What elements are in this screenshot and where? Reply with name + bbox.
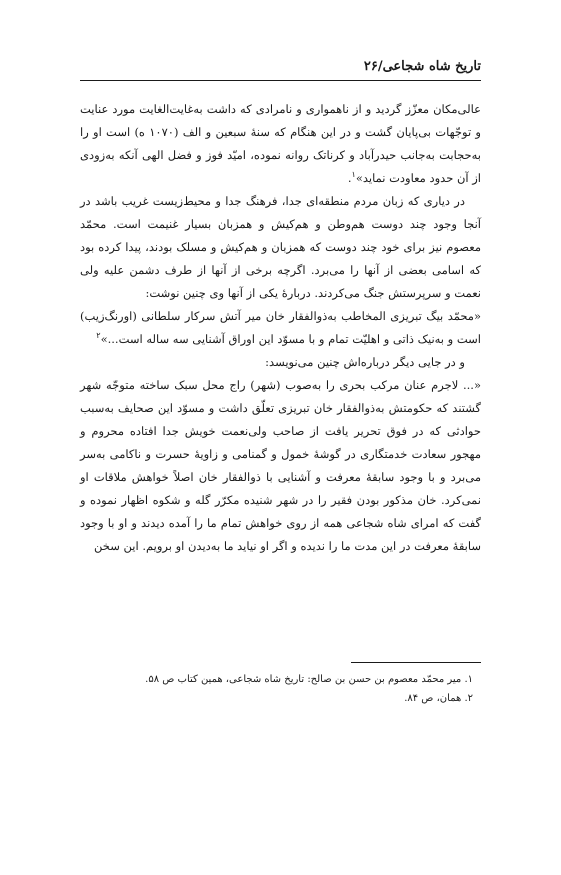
quote-1 [80,305,481,351]
running-header [80,58,481,76]
footnote-rule [351,662,481,663]
footnote-2-number: ۲. [464,693,473,704]
paragraph-1: عالی‌مکان معزّز گردید و از ناهمواری و نامرادی که داشت به‌غایت‌الغایت مورد عنایت و توجّهات بی‌پایان گشت و در این هنگام که سنهٔ سبعین و الف (۱۰۷۰ ه) است او را به‌حجابت به‌جانب حیدرآباد و کرناتک روانه نموده، امیّد فوز و فضل الهی آنکه به‌زودی از آن حدود معاودت نماید»$^۱$. [80,102,481,185]
running-title: تاریخ شاه شجاعی/۲۶ [363,59,481,74]
paragraph-2: در دیاری که زبان مردم منطقه‌ای جدا، فرهنگ جدا و محیط‌زیست غریب باشد در آنجا وجود چند دوست هم‌وطن و هم‌کیش و همزبان بسیار غنیمت است. محمّد معصوم نیز برای خود چند دوست که همزبان و هم‌کیش و مسلک بودند، پیدا کرده بود که اسامی بعضی از آنها را می‌برد. اگرچه برخی از آنها از طرف دشمن علیه ولی نعمت و سرپرستش جنگ می‌کردند. دربارهٔ یکی از آنها وی چنین نوشت: [80,194,481,300]
paragraph-3: و در جایی دیگر درباره‌اش چنین می‌نویسد: [265,355,465,369]
footnote-1 [80,670,481,689]
footnote-1-text: میر محمّد معصوم بن حسن بن صالح: تاریخ شاه شجاعی، همین کتاب ص ۵۸. [145,674,462,685]
footnote-2 [80,689,481,708]
footnote-ref-2: ۲ [96,331,101,341]
footnote-1-number: ۱. [464,674,473,685]
footnote-ref-1: ۱ [351,170,356,180]
paragraph-1-text: عالی‌مکان معزّز گردید و از ناهمواری و نامرادی که داشت به‌غایت‌الغایت مورد عنایت و توجّهات بی‌پایان گشت و در این هنگام که سنهٔ سبعین و الف (۱۰۷۰ ه) است او را به‌حجابت به‌جانب حیدرآباد و کرناتک روانه نموده، امیّد فوز و فضل الهی آنکه به‌زودی از آن حدود معاودت نماید» [80,102,481,185]
quote-1-text: «محمّد بیگ تبریزی المخاطب به‌ذوالفقار خان میر آتش سرکار سلطانی (اورنگ‌زیب) است و به‌نیک ذاتی و اهلیّت تمام و با مسوّد این اوراق آشنایی سه ساله است...» [80,309,481,346]
footnote-2-text: همان، ص ۸۴. [404,693,462,704]
quote-2: «... لاجرم عنان مرکب بحری را به‌صوب (شهر) راج محل سبک ساخته متوجّه شهر گشتند که حکومتش به‌ذوالفقار خان تبریزی تعلّق داشت و مسوّد این صحایف به‌سبب حوادثی که در فوق تحریر یافت از صاحب ولی‌نعمت خویش جدا افتاده محروم و مهجور سعادت خدمتگاری در گوشهٔ خمول و گمنامی و زاویهٔ حسرت و ناکامی به‌سر می‌برد و با وجود سابقهٔ معرفت و آشنایی با ذوالفقار خان اصلاً خواهش ملاقات او نمی‌کرد. خان مذکور بودن فقیر را در شهر شنیده مکرّر گله و شکوه اظهار نموده و گفت که امرای شاه شجاعی همه از روی خواهش تمام ما را آمده دیدند و او با وجود سابقهٔ معرفت در این مدت ما را ندیده و اگر او نیاید ما به‌دیدن او برویم. این سخن [80,378,481,553]
main-text [80,98,481,558]
header-rule [80,80,481,81]
footnotes [80,670,481,708]
